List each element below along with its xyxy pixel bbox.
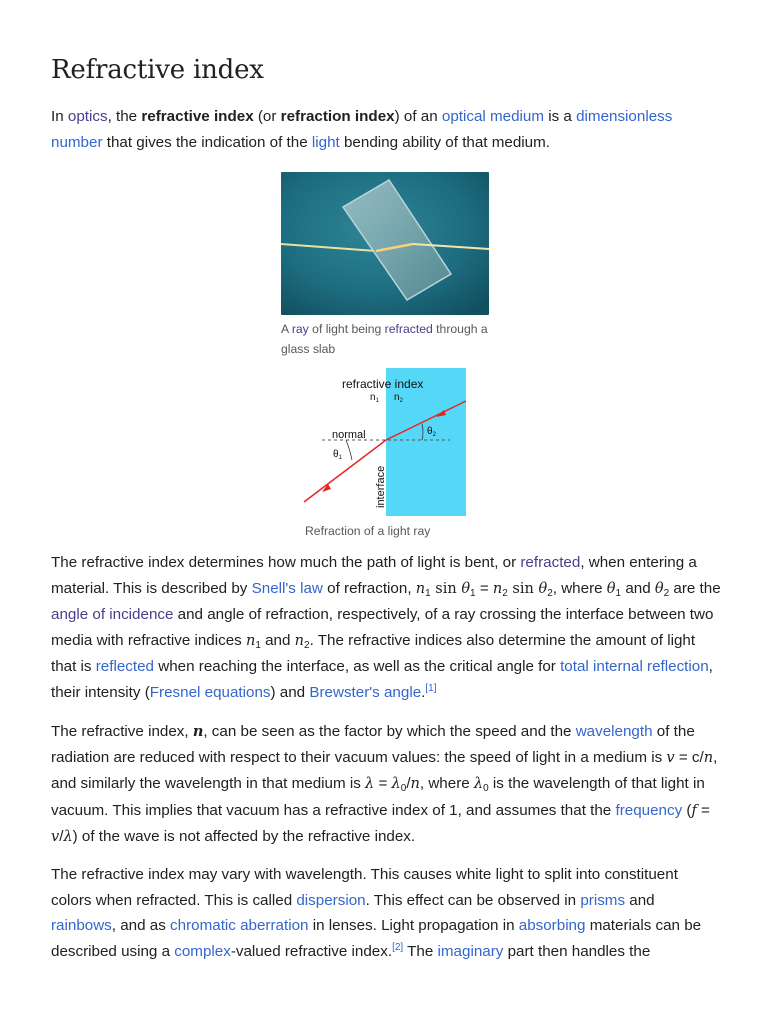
link-dimensionless-number[interactable]: dimensionless number <box>51 108 673 151</box>
figure1-caption: A ray of light being refracted through a glass slab <box>281 322 488 356</box>
speed-paragraph: The refractive index, n, can be seen as the factor by which the speed and the wavelength of the radiation are reduced with respect to their vacuum values: the speed of light in a medium is v = c/n, and similarly the wavelength in that medium is $\lambda = \lambda_0/n$, where $\lambda_0$ is the wavelength of that light in vacuum. This implies that vacuum has a refractive index of 1, and assumes that the frequency (f = v/λ) of the wave is not affected by the refractive index. <box>51 723 718 846</box>
reference-2[interactable]: [2] <box>392 941 404 953</box>
diagram-title: refractive index <box>342 377 424 391</box>
label-theta2: $\theta_2$ <box>427 426 436 438</box>
link-light[interactable]: light <box>311 133 340 151</box>
link-ray[interactable]: ray <box>291 322 309 336</box>
label-interface: interface <box>375 465 387 508</box>
theta1-arc <box>346 440 352 460</box>
link-brewsters-angle[interactable]: Brewster's angle <box>309 683 422 701</box>
link-optical-medium[interactable]: optical medium <box>441 108 545 125</box>
link-absorbing[interactable]: absorbing <box>518 917 586 935</box>
dispersion-paragraph: The refractive index may vary with wavelength. This causes white light to split into constituent colors when refracted. This is called dispersion. This effect can be observed in prisms and rainbows, and as chromatic aberration in lenses. Light propagation in absorbing materials can be described using a complex-valued refractive index.[2] The imaginary part then handles the <box>51 866 702 960</box>
link-refracted[interactable]: refracted <box>520 554 581 571</box>
label-n1: $n_1$ <box>370 392 379 404</box>
link-angle-of-incidence[interactable]: angle of incidence <box>51 606 174 624</box>
link-complex[interactable]: complex <box>174 942 231 960</box>
label-n2: $n_2$ <box>394 392 403 404</box>
link-fresnel-equations[interactable]: Fresnel equations <box>149 683 271 701</box>
refraction-diagram-svg <box>300 368 470 518</box>
intro-paragraph: In optics, the refractive index (or refraction index) of an optical medium is a dimensionless number that gives the indication of the light bending ability of that medium. <box>51 108 673 151</box>
link-imaginary[interactable]: imaginary <box>437 942 504 960</box>
link-wavelength[interactable]: wavelength <box>575 723 653 740</box>
refraction-diagram[interactable] <box>300 368 470 518</box>
link-snells-law[interactable]: Snell's law <box>251 579 323 597</box>
glass-slab-photo[interactable] <box>281 172 489 315</box>
link-refracted-caption[interactable]: refracted <box>384 322 433 336</box>
link-reflected[interactable]: reflected <box>95 658 155 676</box>
link-chromatic-aberration[interactable]: chromatic aberration <box>170 917 309 935</box>
glass-slab-image <box>281 172 489 315</box>
link-dispersion[interactable]: dispersion <box>296 891 366 909</box>
label-theta1: $\theta_1$ <box>333 449 342 461</box>
link-frequency[interactable]: frequency <box>615 801 683 819</box>
page-title: Refractive index <box>51 55 264 85</box>
figure2-caption: Refraction of a light ray <box>305 524 431 538</box>
link-rainbows[interactable]: rainbows <box>51 917 112 935</box>
incident-ray <box>304 440 386 502</box>
snell-paragraph: The refractive index determines how much the path of light is bent, or refracted, when entering a material. This is described by Snell's law of refraction, $n_1$ $\sin \theta_1 = n_2$ $\sin \theta_2$, where $\theta_1$ and $\theta_2$ are the angle of incidence and angle of refraction, respectively, of a ray crossing the interface between two media with refractive indices $n_1$ and $n_2$. The refractive indices also determine the amount of light that is reflected when reaching the interface, as well as the critical angle for total internal reflection, their intensity (Fresnel equations) and Brewster's angle.[1] <box>51 554 721 701</box>
reference-1[interactable]: [1] <box>425 682 437 694</box>
label-normal: normal <box>332 429 366 441</box>
link-optics[interactable]: optics <box>67 108 108 125</box>
link-prisms[interactable]: prisms <box>580 891 626 909</box>
link-total-internal-reflection[interactable]: total internal reflection <box>560 658 709 676</box>
